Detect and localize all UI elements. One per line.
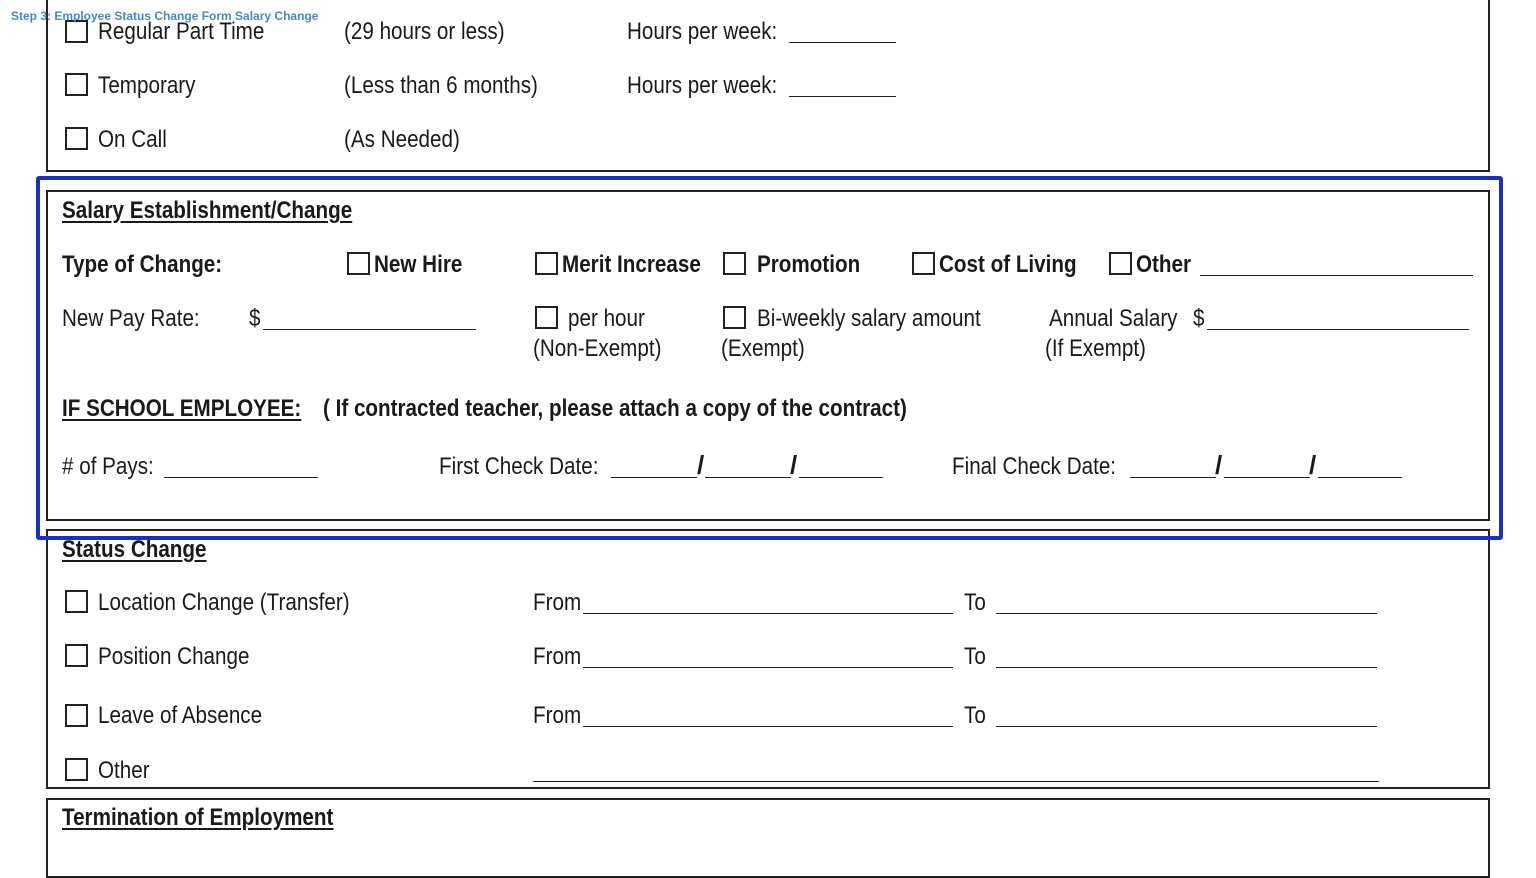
new-hire-checkbox[interactable]: [347, 252, 370, 275]
other-change-field[interactable]: [1200, 275, 1473, 276]
type-of-change-label: Type of Change:: [62, 251, 223, 278]
annual-salary-currency: $: [1193, 305, 1205, 332]
location-to-field[interactable]: [996, 613, 1377, 614]
other-status-label: Other: [98, 757, 150, 784]
other-change-checkbox[interactable]: [1109, 252, 1132, 275]
salary-section-title: Salary Establishment/Change: [62, 197, 353, 224]
temporary-checkbox[interactable]: [65, 73, 88, 96]
final-check-day-field[interactable]: [1224, 477, 1310, 478]
regular-part-time-label: Regular Part Time: [98, 18, 265, 45]
temporary-note: (Less than 6 months): [344, 72, 538, 99]
location-change-label: Location Change (Transfer): [98, 589, 350, 616]
termination-title: Termination of Employment: [62, 804, 334, 831]
merit-increase-label: Merit Increase: [562, 251, 701, 278]
biweekly-checkbox[interactable]: [723, 306, 746, 329]
to-label: To: [964, 589, 986, 616]
leave-to-field[interactable]: [996, 726, 1377, 727]
leave-of-absence-label: Leave of Absence: [98, 702, 263, 729]
to-label: To: [964, 643, 986, 670]
other-change-label: Other: [1136, 251, 1192, 278]
pay-rate-currency: $: [249, 305, 261, 332]
biweekly-label: Bi-weekly salary amount: [757, 305, 981, 332]
position-change-label: Position Change: [98, 643, 250, 670]
leave-from-field[interactable]: [583, 726, 953, 727]
status-change-section: [46, 529, 1490, 789]
position-change-checkbox[interactable]: [65, 644, 88, 667]
from-label: From: [533, 643, 582, 670]
number-of-pays-field[interactable]: [164, 477, 318, 478]
exempt-label: (Exempt): [721, 335, 805, 362]
annual-salary-label: Annual Salary: [1049, 305, 1178, 332]
new-hire-label: New Hire: [374, 251, 463, 278]
regular-part-time-hours-field[interactable]: [789, 42, 896, 43]
new-pay-rate-label: New Pay Rate:: [62, 305, 200, 332]
final-check-month-field[interactable]: [1130, 477, 1216, 478]
cost-of-living-label: Cost of Living: [939, 251, 1077, 278]
from-label: From: [533, 589, 582, 616]
to-label: To: [964, 702, 986, 729]
first-check-month-field[interactable]: [611, 477, 697, 478]
number-of-pays-label: # of Pays:: [62, 453, 154, 480]
final-check-year-field[interactable]: [1318, 477, 1402, 478]
status-change-title: Status Change: [62, 536, 207, 563]
hours-per-week-label: Hours per week:: [627, 18, 778, 45]
per-hour-label: per hour: [568, 305, 645, 332]
promotion-label: Promotion: [757, 251, 861, 278]
non-exempt-label: (Non-Exempt): [533, 335, 662, 362]
temporary-label: Temporary: [98, 72, 196, 99]
first-check-day-field[interactable]: [705, 477, 791, 478]
date-separator: /: [790, 450, 798, 480]
per-hour-checkbox[interactable]: [535, 306, 558, 329]
regular-part-time-note: (29 hours or less): [344, 18, 505, 45]
cost-of-living-checkbox[interactable]: [912, 252, 935, 275]
position-to-field[interactable]: [996, 667, 1377, 668]
position-from-field[interactable]: [583, 667, 953, 668]
other-status-field[interactable]: [533, 781, 1379, 782]
new-pay-rate-field[interactable]: [263, 329, 476, 330]
on-call-checkbox[interactable]: [65, 127, 88, 150]
school-employee-note: ( If contracted teacher, please attach a copy of the contract): [323, 395, 907, 422]
annual-salary-field[interactable]: [1207, 329, 1469, 330]
hours-per-week-label: Hours per week:: [627, 72, 778, 99]
school-employee-label: IF SCHOOL EMPLOYEE:: [62, 395, 302, 422]
location-change-checkbox[interactable]: [65, 590, 88, 613]
date-separator: /: [1215, 450, 1223, 480]
promotion-checkbox[interactable]: [723, 252, 746, 275]
temporary-hours-field[interactable]: [789, 96, 896, 97]
other-status-checkbox[interactable]: [65, 758, 88, 781]
date-separator: /: [1309, 450, 1317, 480]
date-separator: /: [697, 450, 705, 480]
final-check-date-label: Final Check Date:: [952, 453, 1117, 480]
location-from-field[interactable]: [583, 613, 953, 614]
from-label: From: [533, 702, 582, 729]
merit-increase-checkbox[interactable]: [535, 252, 558, 275]
first-check-date-label: First Check Date:: [439, 453, 599, 480]
if-exempt-label: (If Exempt): [1045, 335, 1146, 362]
leave-of-absence-checkbox[interactable]: [65, 704, 88, 727]
on-call-note: (As Needed): [344, 126, 460, 153]
first-check-year-field[interactable]: [799, 477, 883, 478]
on-call-label: On Call: [98, 126, 167, 153]
regular-part-time-checkbox[interactable]: [65, 20, 88, 43]
page-caption: Step 3: Employee Status Change Form Salary Change: [11, 9, 319, 23]
